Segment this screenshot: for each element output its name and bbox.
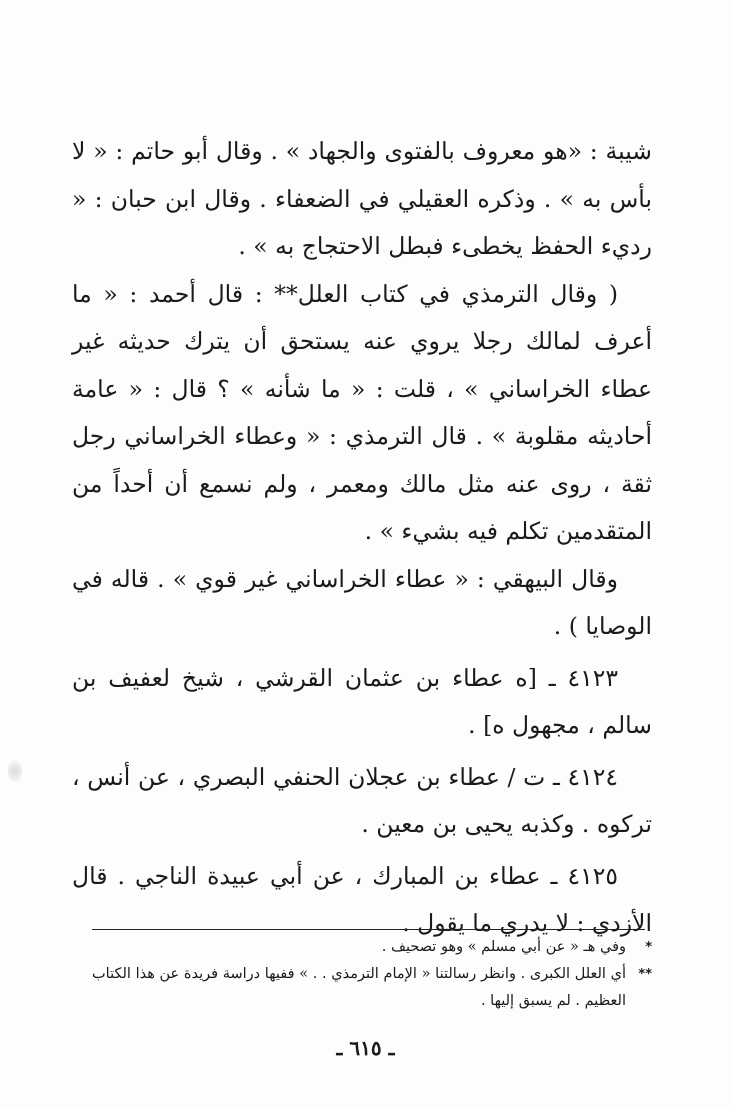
entry-4124: ٤١٢٤ ـ ت / عطاء بن عجلان الحنفي البصري ، عن أنس ، تركوه . وكذبه يحيى بن معين . <box>72 762 652 838</box>
entry-4123: ٤١٢٣ ـ [ه عطاء بن عثمان القرشي ، شيخ لعفيف بن سالم ، مجهول ه] . <box>72 663 652 739</box>
paragraph-shaiba: شيبة : «هو معروف بالفتوى والجهاد » . وقال أبو حاتم : « لا بأس به » . وذكره العقيلي في الضعفاء . وقال ابن حبان : « رديء الحفظ يخطىء فبطل الاحتجاج به » . <box>72 137 652 260</box>
scan-smudge <box>8 760 22 782</box>
paragraph-bayhaqi: وقال البيهقي : « عطاء الخراساني غير قوي » . قاله في الوصايا ) . <box>72 564 652 640</box>
footnotes <box>92 934 652 1015</box>
paragraph-tirmidhi-ilal: ( وقال الترمذي في كتاب العلل** : قال أحمد : « ما أعرف لمالك رجلا يروي عنه يستحق أن يترك حديثه غير عطاء الخراساني » ، قلت : « ما شأنه » ؟ قال : « عامة أحاديثه مقلوبة » . قال الترمذي : « وعطاء الخراساني رجل ثقة ، روى عنه مثل مالك ومعمر ، ولم نسمع أن أحداً من المتقدمين تكلم فيه بشيء » . <box>72 279 652 545</box>
page-number: ـ ٦١٥ ـ <box>336 1036 395 1060</box>
footnote-text: وفي هـ « عن أبي مسلم » وهو تصحيف . <box>381 939 626 955</box>
footnote-mark: * <box>645 940 652 955</box>
footnote-mark: ** <box>638 967 652 982</box>
footnote-2 <box>92 961 652 1015</box>
main-text <box>72 128 652 948</box>
entry-4125: ٤١٢٥ ـ عطاء بن المبارك ، عن أبي عبيدة الناجي . قال الأزدي : لا يدري ما يقول . <box>72 861 652 937</box>
footnote-1 <box>92 934 652 961</box>
footnote-text: أي العلل الكبرى . وانظر رسالتنا « الإمام الترمذي . . » ففيها دراسة فريدة عن هذا الكتاب العظيم . لم يسبق إليها . <box>92 966 626 1009</box>
footnote-separator <box>92 929 645 930</box>
